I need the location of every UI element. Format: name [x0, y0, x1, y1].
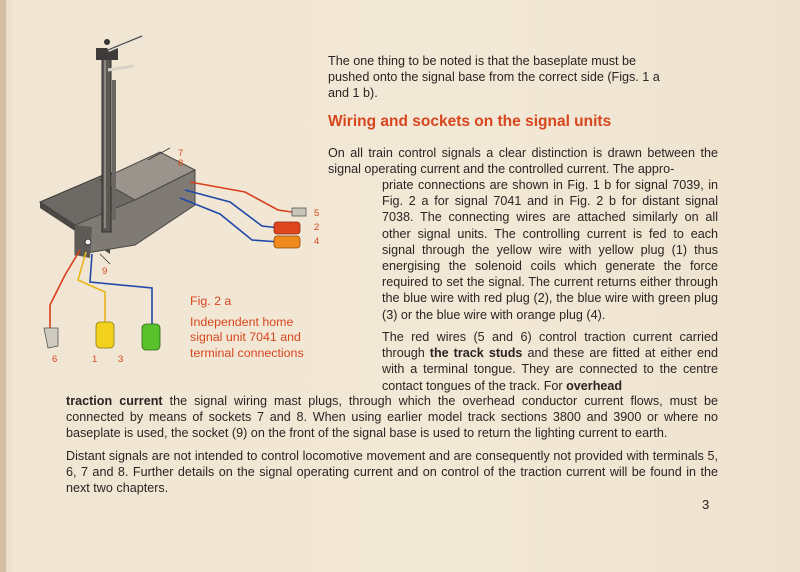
paragraph-3: Distant signals are not intended to control locomotive movement and are consequently not provided with terminals 5, 6, 7 and 8. Further details on the signal operating current and on control of the traction current will be found in the next two chapters.: [66, 449, 718, 496]
caption-line-1: Independent home: [190, 314, 294, 329]
label-8: 8: [178, 158, 184, 169]
socket-9: [85, 239, 91, 245]
orange-plug-4: [274, 236, 300, 248]
blue-wire-2: [185, 190, 280, 228]
para2-part-2: and these are fitted at either end with a terminal tongue. They are connected to the centre contact tongues of the track. For: [382, 346, 718, 393]
para2-bold-3: traction current: [66, 394, 163, 408]
page-number: 3: [702, 497, 710, 512]
paragraph-2-bottom: [66, 393, 718, 442]
para2-part-3: the signal wiring mast plugs, through which the overhead conductor current flows, must be connected by means of sockets 7 and 8. When using earlier model track sections 3800 and 3900 or where no baseplate is used, the socket (9) on the front of the signal base is used to return the lighting current to earth.: [66, 394, 718, 441]
label-6: 6: [52, 354, 58, 365]
paragraph-1-lead: On all train control signals a clear distinction is drawn between the signal operating current and the controlled current. The appro-: [328, 146, 718, 177]
finial: [104, 39, 110, 45]
ladder: [112, 80, 116, 220]
signal-arm-2: [108, 66, 134, 70]
label-7: 7: [178, 148, 184, 159]
terminal-tongue-5: [292, 208, 306, 216]
blue-wire-4: [180, 198, 280, 242]
label-3: 3: [118, 354, 124, 365]
red-wire-6: [50, 250, 80, 328]
section-heading: Wiring and sockets on the signal units: [328, 113, 612, 130]
para2-bold-1: the track studs: [429, 346, 523, 361]
label-2: 2: [314, 222, 320, 233]
paragraph-1-body: priate connections are shown in Fig. 1 b for signal 7039, in Fig. 2 a for signal 7041 and in Fig. 2 b for distant signal 7038. The connecting wires are attached similarly on all other signal units. The controlling current is fed to each signal through the yellow wire with yellow plug (1) thus energising the solenoid coils which generate the force required to set the signal. The current returns either through the blue wire with red plug (2), the blue wire with green plug (3) or the blue wire with orange plug (4).: [382, 178, 718, 322]
para2-part-1: The red wires (5 and 6) control traction current carried through: [382, 330, 718, 361]
red-plug-2: [274, 222, 300, 234]
signal-mast: [102, 52, 111, 232]
signal-arm-outline: [108, 36, 142, 50]
mast-highlight: [104, 56, 106, 228]
terminal-tongue-6: [44, 328, 58, 348]
label-5: 5: [314, 208, 320, 219]
signal-head: [96, 48, 118, 60]
caption-line-2: signal unit 7041 and: [190, 330, 301, 344]
label-9: 9: [102, 266, 108, 277]
figure-caption: [190, 294, 304, 361]
para2-bold-2: overhead: [566, 378, 623, 393]
yellow-plug-1: [96, 322, 114, 348]
label-1: 1: [92, 354, 98, 365]
green-plug-3: [142, 324, 160, 350]
intro-paragraph: The one thing to be noted is that the baseplate must be pushed onto the signal base from the correct side (Figs. 1 a and 1 b).: [328, 54, 660, 101]
paragraph-2-top: [382, 329, 718, 394]
label-4: 4: [314, 236, 320, 247]
caption-line-3: terminal connections: [190, 345, 304, 360]
caption-fig: Fig. 2 a: [190, 294, 232, 308]
leader-9: [100, 254, 110, 264]
page-binding-edge: [0, 0, 6, 572]
